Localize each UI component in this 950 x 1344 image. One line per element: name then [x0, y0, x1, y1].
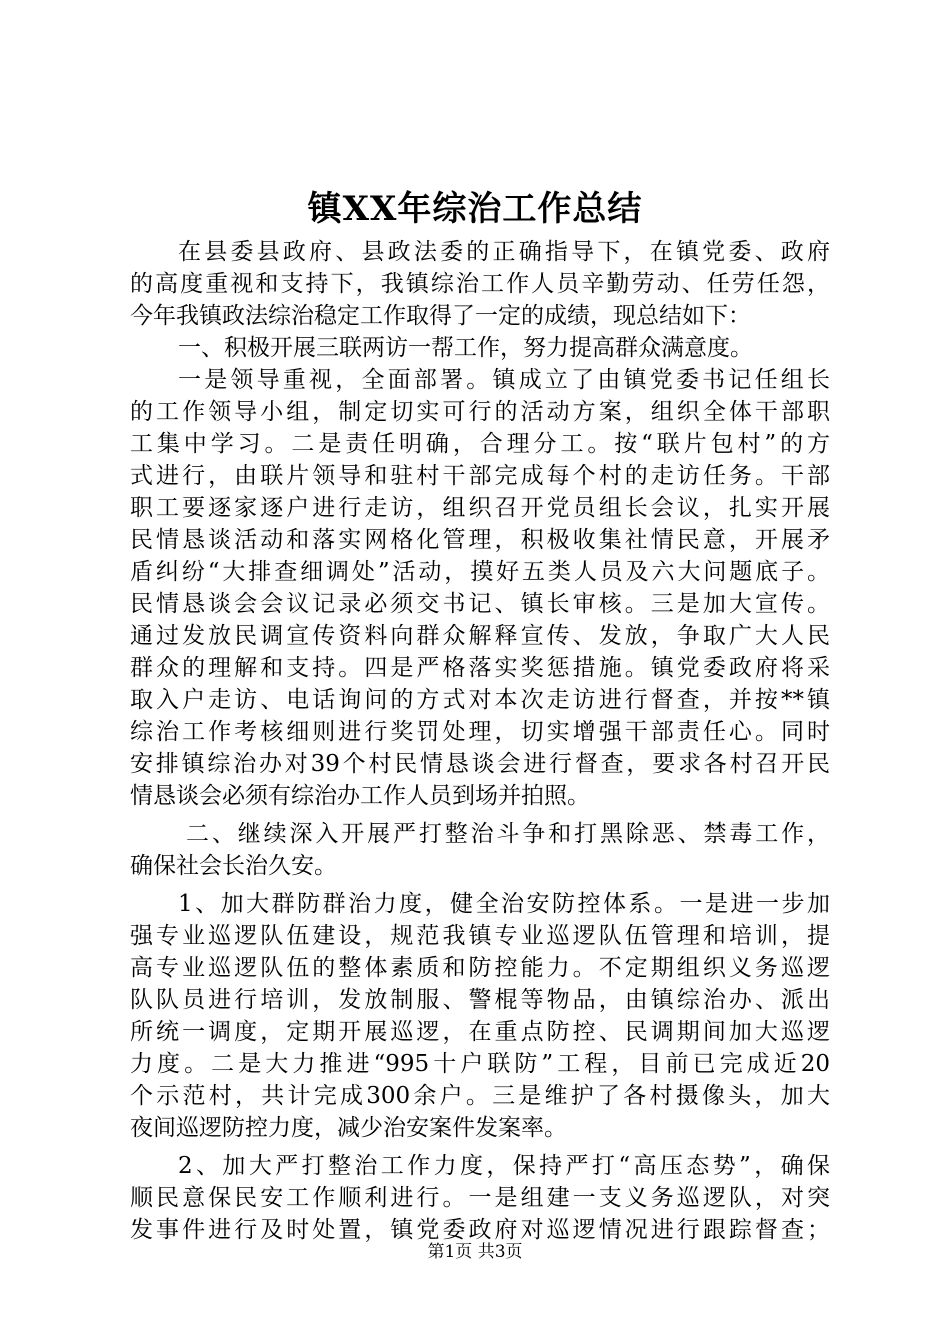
- paragraph-line: 式进行，由联片领导和驻村干部完成每个村的走访任务。干部: [130, 463, 830, 489]
- paragraph-line: 安排镇综治办对39个村民情恳谈会进行督查，要求各村召开民: [130, 751, 830, 777]
- paragraph-line: 民情恳谈活动和落实网格化管理，积极收集社情民意，开展矛: [130, 527, 830, 553]
- paragraph-line: 一是领导重视，全面部署。镇成立了由镇党委书记任组长: [178, 367, 830, 393]
- paragraph-line: 发事件进行及时处置，镇党委政府对巡逻情况进行跟踪督查；: [130, 1217, 830, 1243]
- paragraph-line: 力度。二是大力推进“995十户联防”工程，目前已完成近20: [130, 1051, 830, 1077]
- paragraph-line: 今年我镇政法综治稳定工作取得了一定的成绩，现总结如下：: [130, 303, 751, 329]
- paragraph-line: 队队员进行培训，发放制服、警棍等物品，由镇综治办、派出: [130, 987, 830, 1013]
- section-heading: 确保社会长治久安。: [130, 853, 337, 879]
- paragraph-line: 1、加大群防群治力度，健全治安防控体系。一是进一步加: [178, 891, 830, 917]
- paragraph-line: 综治工作考核细则进行奖罚处理，切实增强干部责任心。同时: [130, 719, 830, 745]
- paragraph-line: 情恳谈会必须有综治办工作人员到场并拍照。: [130, 783, 590, 809]
- paragraph-line: 职工要逐家逐户进行走访，组织召开党员组长会议，扎实开展: [130, 495, 830, 521]
- paragraph-line: 在县委县政府、县政法委的正确指导下，在镇党委、政府: [178, 239, 830, 265]
- page-footer: 第1页 共3页: [427, 1242, 523, 1262]
- paragraph-line: 取入户走访、电话询问的方式对本次走访进行督查，并按**镇: [130, 687, 830, 713]
- document-body: [130, 236, 830, 1246]
- paragraph-line: 夜间巡逻防控力度，减少治安案件发案率。: [130, 1115, 567, 1141]
- section-heading: 一、积极开展三联两访一帮工作，努力提高群众满意度。: [178, 335, 753, 361]
- paragraph-line: 所统一调度，定期开展巡逻，在重点防控、民调期间加大巡逻: [130, 1019, 830, 1045]
- paragraph-line: 通过发放民调宣传资料向群众解释宣传、发放，争取广大人民: [130, 623, 830, 649]
- paragraph-line: 个示范村，共计完成300余户。三是维护了各村摄像头，加大: [130, 1083, 830, 1109]
- paragraph-line: 的工作领导小组，制定切实可行的活动方案，组织全体干部职: [130, 399, 830, 425]
- paragraph-line: 盾纠纷“大排查细调处”活动，摸好五类人员及六大问题底子。: [130, 559, 830, 585]
- section-heading: 二、继续深入开展严打整治斗争和打黑除恶、禁毒工作，: [186, 821, 830, 847]
- paragraph-line: 顺民意保民安工作顺利进行。一是组建一支义务巡逻队，对突: [130, 1185, 830, 1211]
- paragraph-line: 工集中学习。二是责任明确，合理分工。按“联片包村”的方: [130, 431, 830, 457]
- paragraph-line: 民情恳谈会会议记录必须交书记、镇长审核。三是加大宣传。: [130, 591, 830, 617]
- paragraph-line: 2、加大严打整治工作力度，保持严打“高压态势”，确保: [178, 1153, 830, 1179]
- paragraph-line: 高专业巡逻队伍的整体素质和防控能力。不定期组织义务巡逻: [130, 955, 830, 981]
- document-title: 镇XX年综治工作总结: [307, 189, 643, 229]
- paragraph-line: 群众的理解和支持。四是严格落实奖惩措施。镇党委政府将采: [130, 655, 830, 681]
- paragraph-line: 的高度重视和支持下，我镇综治工作人员辛勤劳动、任劳任怨，: [130, 271, 830, 297]
- paragraph-line: 强专业巡逻队伍建设，规范我镇专业巡逻队伍管理和培训，提: [130, 923, 830, 949]
